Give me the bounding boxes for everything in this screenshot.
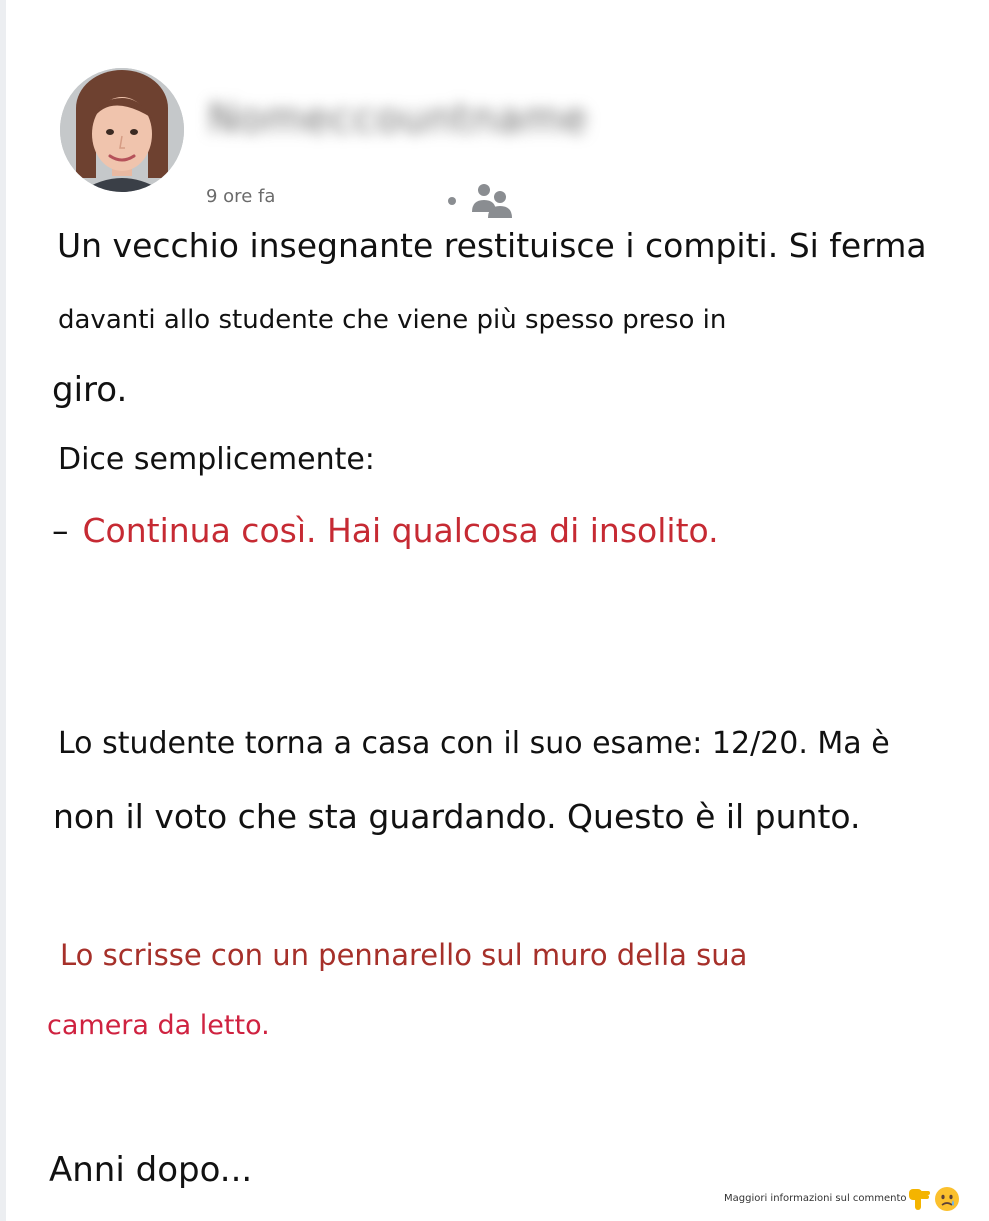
quote-line bbox=[52, 511, 719, 550]
quote-text: Continua così. Hai qualcosa di insolito. bbox=[82, 511, 719, 550]
sad-face-emoji bbox=[934, 1186, 960, 1212]
post-timestamp[interactable]: 9 ore fa bbox=[206, 186, 276, 207]
post-text-line: Un vecchio insegnante restituisce i compiti. Si ferma bbox=[57, 226, 927, 265]
friends-icon[interactable] bbox=[470, 182, 514, 220]
post-text-line: Anni dopo... bbox=[49, 1150, 253, 1190]
post-text-line: giro. bbox=[52, 370, 128, 410]
page-left-edge bbox=[0, 0, 6, 1221]
post-text-line: davanti allo studente che viene più spesso preso in bbox=[58, 305, 727, 335]
more-info-comment-link[interactable]: Maggiori informazioni sul commento bbox=[724, 1193, 907, 1204]
post-text-line: non il voto che sta guardando. Questo è il punto. bbox=[53, 797, 861, 836]
avatar-photo bbox=[60, 68, 184, 192]
pointing-down-emoji bbox=[906, 1186, 932, 1212]
avatar[interactable] bbox=[60, 68, 184, 192]
separator-dot bbox=[448, 197, 456, 205]
quote-dash: – bbox=[52, 511, 69, 550]
author-name[interactable]: Nomeccountname bbox=[208, 96, 589, 142]
post-text-line: Dice semplicemente: bbox=[58, 442, 375, 477]
post-text-line-highlight: camera da letto. bbox=[47, 1010, 270, 1041]
post-text-line: Lo studente torna a casa con il suo esame: 12/20. Ma è bbox=[58, 726, 890, 761]
post-text-line-highlight: Lo scrisse con un pennarello sul muro della sua bbox=[60, 938, 748, 972]
